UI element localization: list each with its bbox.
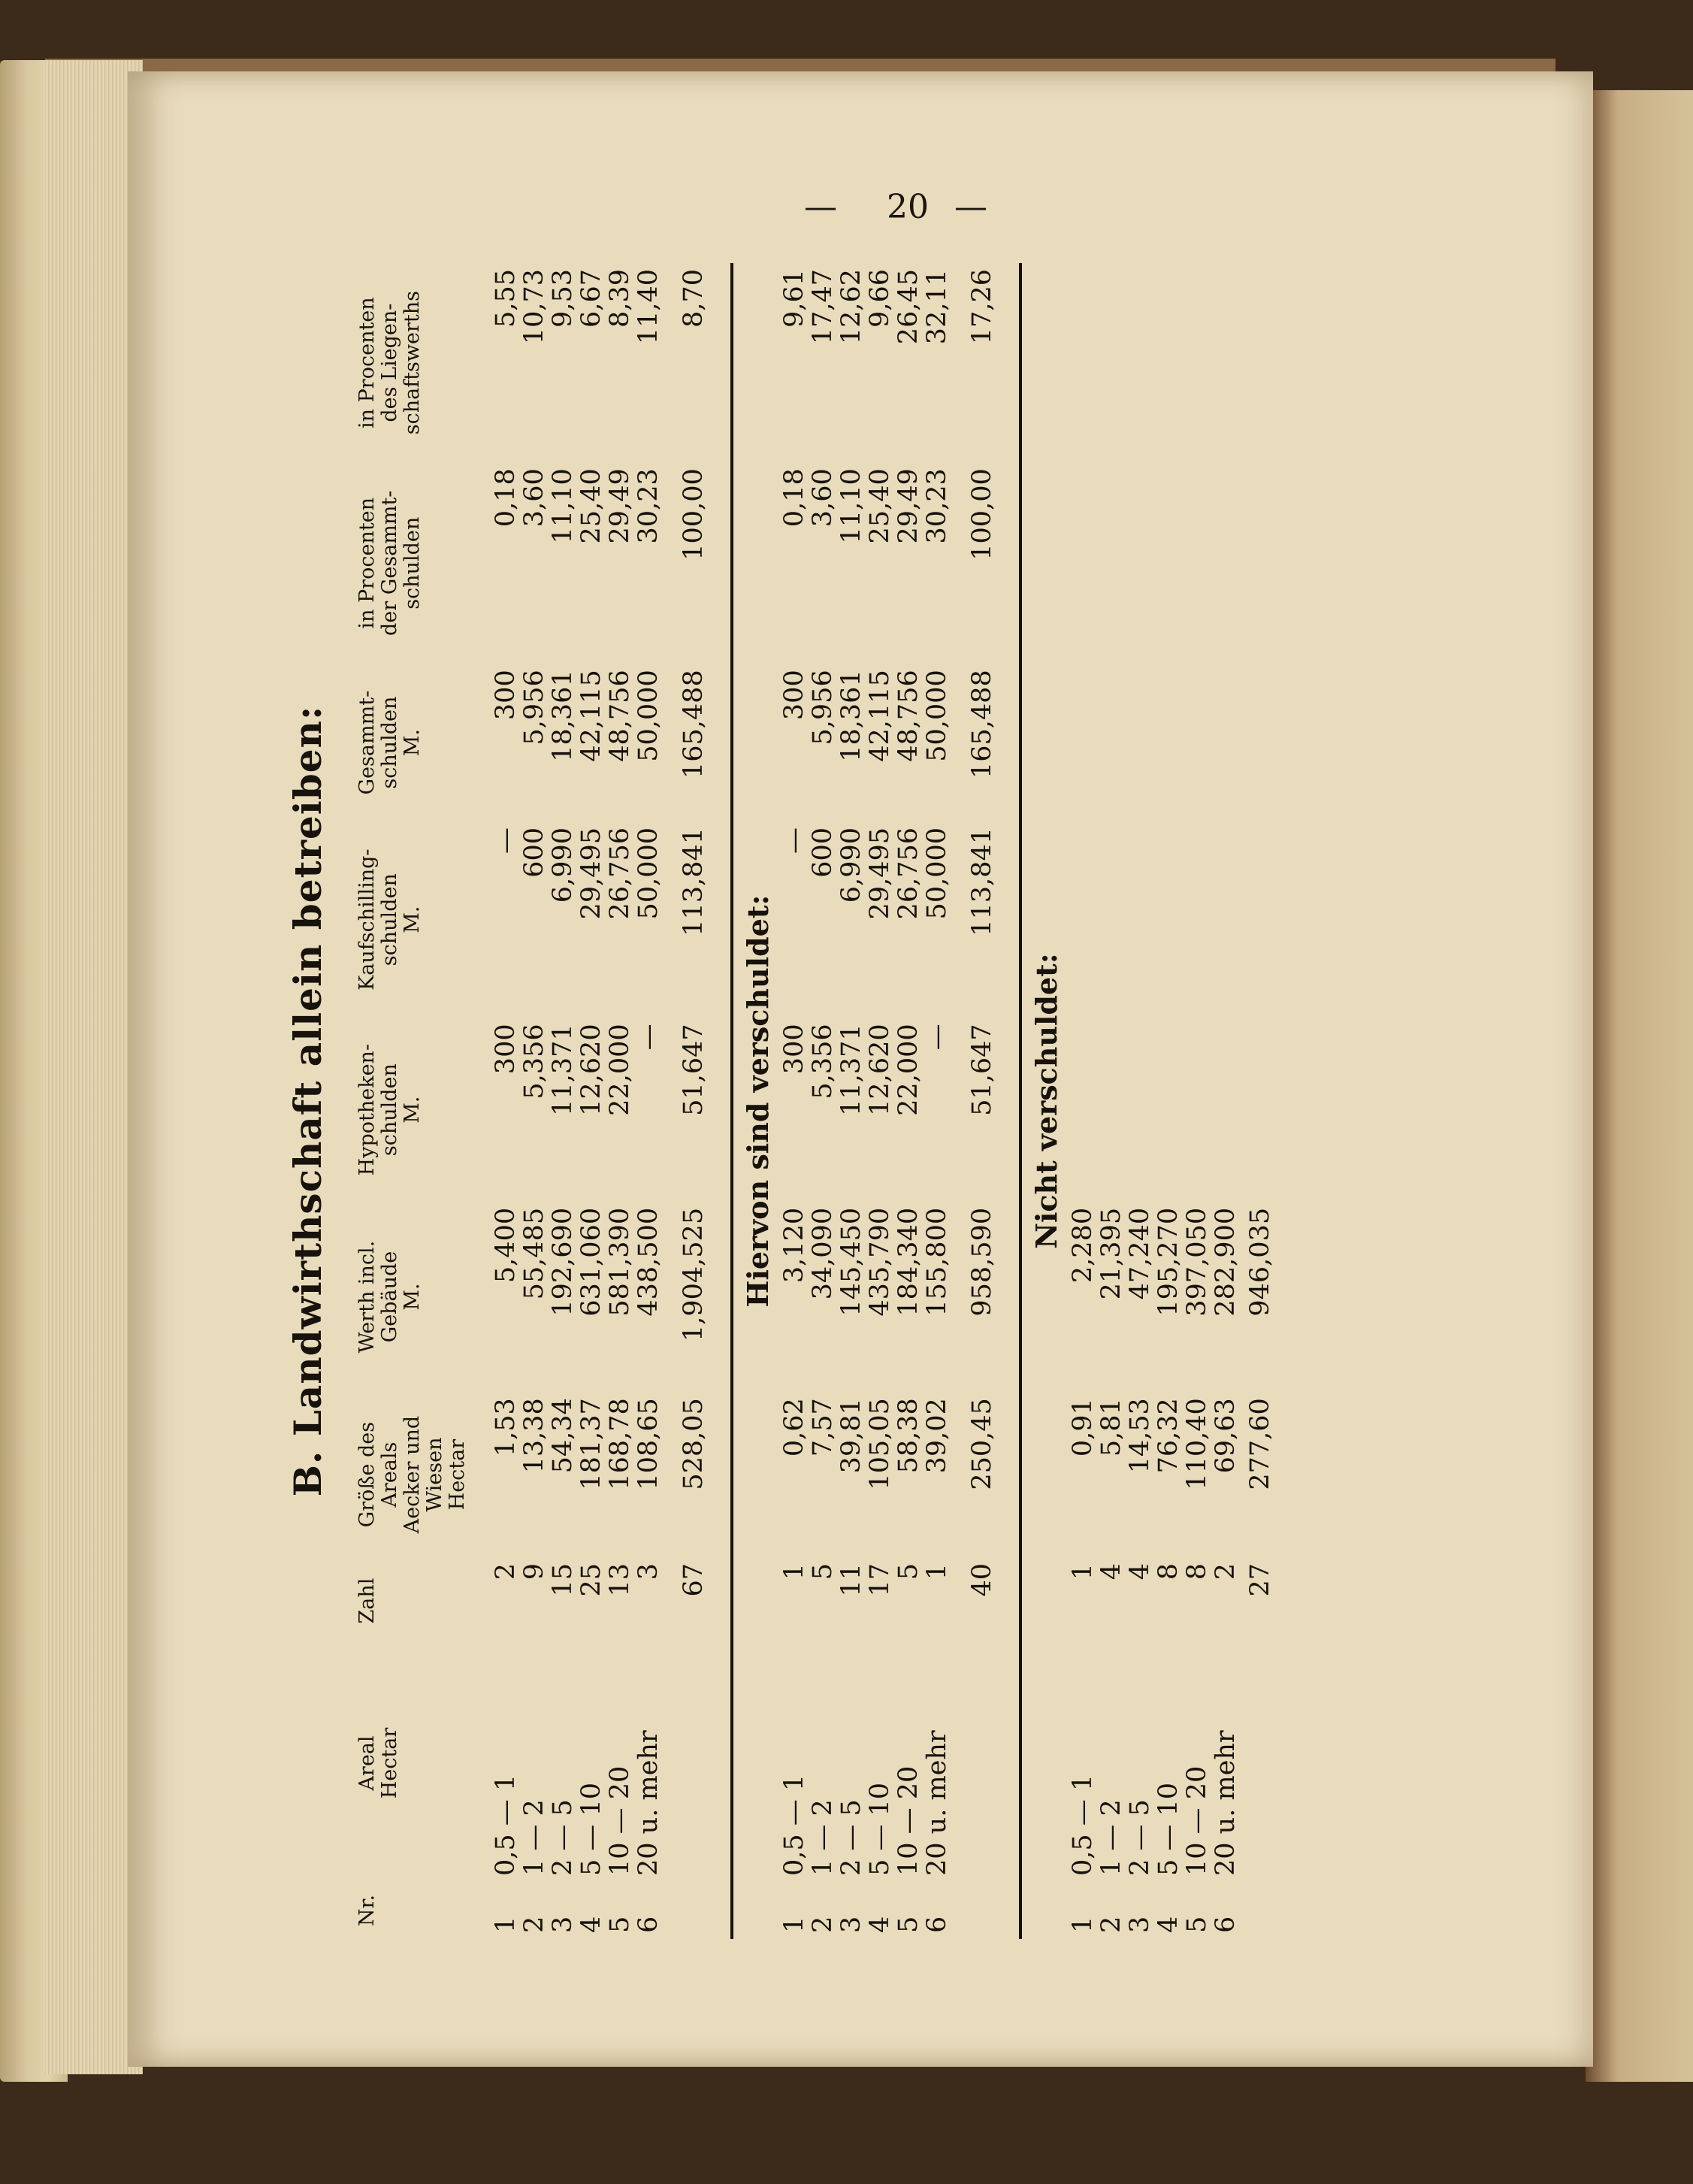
table-cell: 51,647 [967,1024,997,1116]
table-cell: 3,120 [779,1207,809,1284]
table-row [491,263,520,1939]
table-cell: 3 [548,1916,578,1933]
table-cell [1126,462,1154,664]
table-cell: 26,45 [893,269,924,345]
table-row [577,263,606,1939]
table-cell [1183,263,1211,462]
table-cell: 9,61 [779,269,809,328]
table-cell: 15 [548,1563,578,1597]
page-number: 20 [887,188,929,226]
table-cell [1126,263,1154,462]
table-cell: 105,05 [865,1398,895,1490]
table-cell: 12,62 [836,269,866,345]
table-cell: 2 — 5 [1125,1799,1155,1876]
table-cell: 55,485 [519,1207,549,1300]
table-row [1069,263,1097,1939]
table-cell: — [779,827,809,854]
table-cell: 528,05 [679,1398,709,1490]
table-cell: 6,990 [836,827,866,903]
table-cell: 0,18 [779,468,809,528]
table-cell: 5 [1182,1916,1212,1933]
table-cell: 26,756 [605,827,635,920]
table-cell: 5,956 [808,670,838,746]
table-row [809,263,837,1939]
table-cell: 10 — 20 [893,1765,924,1876]
table-cell: 1 [779,1563,809,1581]
table-cell: 17 [865,1563,895,1597]
table-cell: 1 [1068,1916,1098,1933]
table-cell: — [633,1024,664,1051]
table-cell [1154,821,1183,1018]
table-cell: 1,904,525 [679,1207,709,1342]
table-cell: 11,371 [836,1024,866,1116]
table-cell [1183,821,1211,1018]
rotated-table-block [286,263,1275,1939]
table-cell: 12,620 [865,1024,895,1116]
table-cell: 39,81 [836,1398,866,1474]
table-cell [1211,821,1240,1018]
table-cell: 54,34 [548,1398,578,1474]
table-cell: 113,841 [679,827,709,936]
table-cell: 5,956 [519,670,549,746]
table-cell: 5,55 [491,269,521,328]
table-cell: 397,050 [1182,1207,1212,1317]
table-cell: 1 [779,1916,809,1933]
table-cell: 25,40 [576,468,606,544]
table-cell: 32,11 [922,269,952,345]
table-row [780,263,809,1939]
column-header-4: Werth incl. Gebäude M. [355,1240,424,1354]
table-cell: 195,270 [1153,1207,1184,1317]
table-cell: 300 [491,1024,521,1075]
next-page-edge [1586,90,1693,2082]
table-cell [1240,664,1297,821]
table-cell: 3 [836,1916,866,1933]
table-cell: 11,371 [548,1024,578,1116]
table-cell: 8 [1153,1563,1184,1581]
table-cell: 58,38 [893,1398,924,1474]
table-cell: 5,400 [491,1207,521,1284]
section-title-row [1022,263,1069,1939]
table-cell [962,1644,1020,1882]
table-cell [1240,462,1297,664]
table-cell: 100,00 [967,468,997,561]
table-cell: 192,690 [548,1207,578,1317]
table-cell [1240,1882,1297,1939]
table-cell [1097,821,1126,1018]
table-cell: 277,60 [1245,1398,1275,1490]
table-row [520,263,549,1939]
table-cell [1069,263,1097,462]
statistics-table [353,263,1297,1939]
table-cell: 0,18 [491,468,521,528]
table-cell: 11,40 [633,269,664,345]
table-cell: 2,280 [1068,1207,1098,1284]
table-row [1097,263,1126,1939]
table-row [1211,263,1240,1939]
table-cell: 3 [633,1563,664,1581]
table-cell [1240,821,1297,1018]
table-cell: 8,39 [605,269,635,328]
table-cell: 300 [779,1024,809,1075]
table-cell: 438,500 [633,1207,664,1317]
table-row [837,263,866,1939]
table-cell: 1 [491,1916,521,1933]
table-cell: 10 — 20 [605,1765,635,1876]
table-cell: 6 [1211,1916,1241,1933]
table-cell [1240,263,1297,462]
table-cell: 184,340 [893,1207,924,1317]
table-cell [1240,1644,1297,1882]
table-cell [1183,664,1211,821]
table-cell [1097,1018,1126,1202]
table-cell [1154,263,1183,462]
table-cell: 9 [519,1563,549,1581]
table-cell: 300 [491,670,521,721]
table-cell: 11,10 [836,468,866,544]
table-cell: 40 [967,1563,997,1597]
table-cell: 34,090 [808,1207,838,1300]
page-number-dash-right: — [954,188,987,226]
table-cell: 20 u. mehr [1211,1730,1241,1876]
table-cell: 250,45 [967,1398,997,1490]
table-cell [673,1644,732,1882]
table-cell: 108,65 [633,1398,664,1490]
table-row [866,263,894,1939]
table-cell: 958,590 [967,1207,997,1317]
table-cell: 1 — 2 [808,1799,838,1876]
table-cell: 11 [836,1563,866,1597]
table-cell: 39,02 [922,1398,952,1474]
table-cell: 29,495 [576,827,606,920]
table-cell: 6 [922,1916,952,1933]
table-cell: 5,356 [808,1024,838,1100]
table-row [1183,263,1211,1939]
table-cell: 47,240 [1125,1207,1155,1300]
column-header-3: Größe des Areals Aecker und Wiesen Hectar [355,1415,469,1534]
table-cell: 168,78 [605,1398,635,1490]
table-cell: 29,495 [865,827,895,920]
table-cell: 10 — 20 [1182,1765,1212,1876]
table-cell: — [491,827,521,854]
table-cell: 14,53 [1125,1398,1155,1474]
table-cell [1183,462,1211,664]
table-cell: 25,40 [865,468,895,544]
table-cell: 1 [922,1563,952,1581]
table-row [923,263,951,1939]
table-cell: 9,53 [548,269,578,328]
table-row [1154,263,1183,1939]
table-cell: 6,990 [548,827,578,903]
total-row [673,263,732,1939]
table-cell: 22,000 [893,1024,924,1116]
table-cell: 4 [865,1916,895,1933]
column-header-6: Kaufschilling- schulden M. [355,848,424,991]
table-cell: 4 [576,1916,606,1933]
table-cell [1126,1018,1154,1202]
table-cell: 5 [605,1916,635,1933]
table-header [353,263,491,1939]
table-cell: 20 u. mehr [922,1730,952,1876]
table-cell: 20 u. mehr [633,1730,664,1876]
table-cell [1069,1018,1097,1202]
table-cell: 5 — 10 [576,1782,606,1876]
table-cell: 1,53 [491,1398,521,1457]
table-cell: 8,70 [679,269,709,328]
table-cell: 76,32 [1153,1398,1184,1474]
table-cell: 110,40 [1182,1398,1212,1490]
table-cell [1069,664,1097,821]
table-cell: 5 — 10 [1153,1782,1184,1876]
table-cell: 165,488 [967,670,997,779]
table-cell: 5 [808,1563,838,1581]
table-cell: 946,035 [1245,1207,1275,1317]
table-cell: 9,66 [865,269,895,328]
section-title-row [733,263,780,1939]
table-cell: 1 — 2 [519,1799,549,1876]
table-cell: 22,000 [605,1024,635,1116]
table-cell: 0,5 — 1 [1068,1774,1098,1876]
spacer-cell [663,263,673,1939]
table-cell: 48,756 [893,670,924,762]
table-cell: 300 [779,670,809,721]
table-cell: 3,60 [519,468,549,528]
table-cell [1069,821,1097,1018]
table-cell: 42,115 [865,670,895,762]
column-header-7: Gesammt- schulden M. [355,690,424,795]
table-cell: 51,647 [679,1024,709,1116]
table-cell: 2 [519,1916,549,1933]
total-row [1240,263,1297,1939]
table-cell: 5 [893,1916,924,1933]
table-cell: 181,37 [576,1398,606,1490]
table-cell: 7,57 [808,1398,838,1457]
table-cell: 27 [1245,1563,1275,1597]
table-cell: 600 [808,827,838,878]
table-cell: 50,000 [922,827,952,920]
table-cell [1211,462,1240,664]
table-cell: 11,10 [548,468,578,544]
section-title: Nicht verschuldet: [1029,953,1063,1249]
table-cell [962,1882,1020,1939]
table-cell: — [922,1024,952,1051]
table-cell: 631,060 [576,1207,606,1317]
table-cell: 0,5 — 1 [779,1774,809,1876]
table-cell: 165,488 [679,670,709,779]
table-cell [1126,664,1154,821]
table-body [491,263,1297,1939]
table-cell: 8 [1182,1563,1212,1581]
table-cell: 6,67 [576,269,606,328]
table-cell: 17,26 [967,269,997,345]
table-cell: 25 [576,1563,606,1597]
column-header-5: Hypotheken- schulden M. [355,1043,424,1176]
table-cell: 50,000 [633,670,664,762]
table-cell: 2 [1096,1916,1126,1933]
table-cell: 145,450 [836,1207,866,1317]
table-cell: 69,63 [1211,1398,1241,1474]
table-cell: 4 [1153,1916,1184,1933]
table-cell: 2 — 5 [548,1799,578,1876]
table-cell [1211,1018,1240,1202]
column-header-2: Zahl [355,1578,379,1624]
table-cell: 0,62 [779,1398,809,1457]
table-cell: 155,800 [922,1207,952,1317]
table-row [606,263,634,1939]
spacer-row [951,263,962,1939]
table-cell [1240,1018,1297,1202]
table-cell: 10,73 [519,269,549,345]
table-cell: 21,395 [1096,1207,1126,1300]
table-cell: 29,49 [893,468,924,544]
table-cell: 2 [491,1563,521,1581]
table-cell [1211,263,1240,462]
table-row [634,263,663,1939]
table-cell: 30,23 [922,468,952,544]
table-cell: 4 [1125,1563,1155,1581]
table-cell: 5 [893,1563,924,1581]
table-cell: 5,81 [1096,1398,1126,1457]
table-cell [1126,821,1154,1018]
table-cell [1154,664,1183,821]
table-cell: 42,115 [576,670,606,762]
table-cell: 100,00 [679,468,709,561]
table-cell: 18,361 [836,670,866,762]
table-row [894,263,923,1939]
table-cell [673,1882,732,1939]
table-cell: 18,361 [548,670,578,762]
table-cell: 3 [1125,1916,1155,1933]
table-cell: 1 [1068,1563,1098,1581]
table-cell: 50,000 [922,670,952,762]
table-cell: 48,756 [605,670,635,762]
table-cell: 26,756 [893,827,924,920]
table-cell: 600 [519,827,549,878]
table-cell: 2 — 5 [836,1799,866,1876]
table-cell: 67 [679,1563,709,1597]
spacer-cell [951,263,962,1939]
table-row [549,263,577,1939]
table-cell: 12,620 [576,1024,606,1116]
page-number-dash-left: — [804,188,837,226]
table-cell: 581,390 [605,1207,635,1317]
table-cell: 435,790 [865,1207,895,1317]
total-row [962,263,1020,1939]
table-cell: 4 [1096,1563,1126,1581]
table-cell [1183,1018,1211,1202]
table-row [1126,263,1154,1939]
table-cell: 13,38 [519,1398,549,1474]
table-cell: 0,5 — 1 [491,1774,521,1876]
table-cell [1097,664,1126,821]
column-header-1: Areal Hectar [355,1727,401,1799]
column-header-0: Nr. [355,1894,379,1927]
table-cell [1097,462,1126,664]
table-cell: 0,91 [1068,1398,1098,1457]
table-cell: 30,23 [633,468,664,544]
table-cell: 2 [1211,1563,1241,1581]
table-cell: 1 — 2 [1096,1799,1126,1876]
table-cell: 13 [605,1563,635,1597]
table-cell: 113,841 [967,827,997,936]
table-cell [1069,462,1097,664]
table-heading: B. Landwirthschaft allein betreiben: [286,705,330,1497]
section-title: Hiervon sind verschuldet: [741,894,775,1308]
table-cell: 2 [808,1916,838,1933]
table-cell: 29,49 [605,468,635,544]
table-cell: 5 — 10 [865,1782,895,1876]
table-cell: 3,60 [808,468,838,528]
table-cell [1154,462,1183,664]
column-header-8: in Procenten der Gesammt- schulden [355,490,424,636]
table-cell: 17,47 [808,269,838,345]
table-cell: 6 [633,1916,664,1933]
table-cell [1097,263,1126,462]
table-cell: 282,900 [1211,1207,1241,1317]
spacer-row [663,263,673,1939]
table-cell [1211,664,1240,821]
table-cell: 50,000 [633,827,664,920]
column-header-9: in Procenten des Liegen- schaftswerths [355,291,424,435]
table-cell [1154,1018,1183,1202]
table-cell: 5,356 [519,1024,549,1100]
